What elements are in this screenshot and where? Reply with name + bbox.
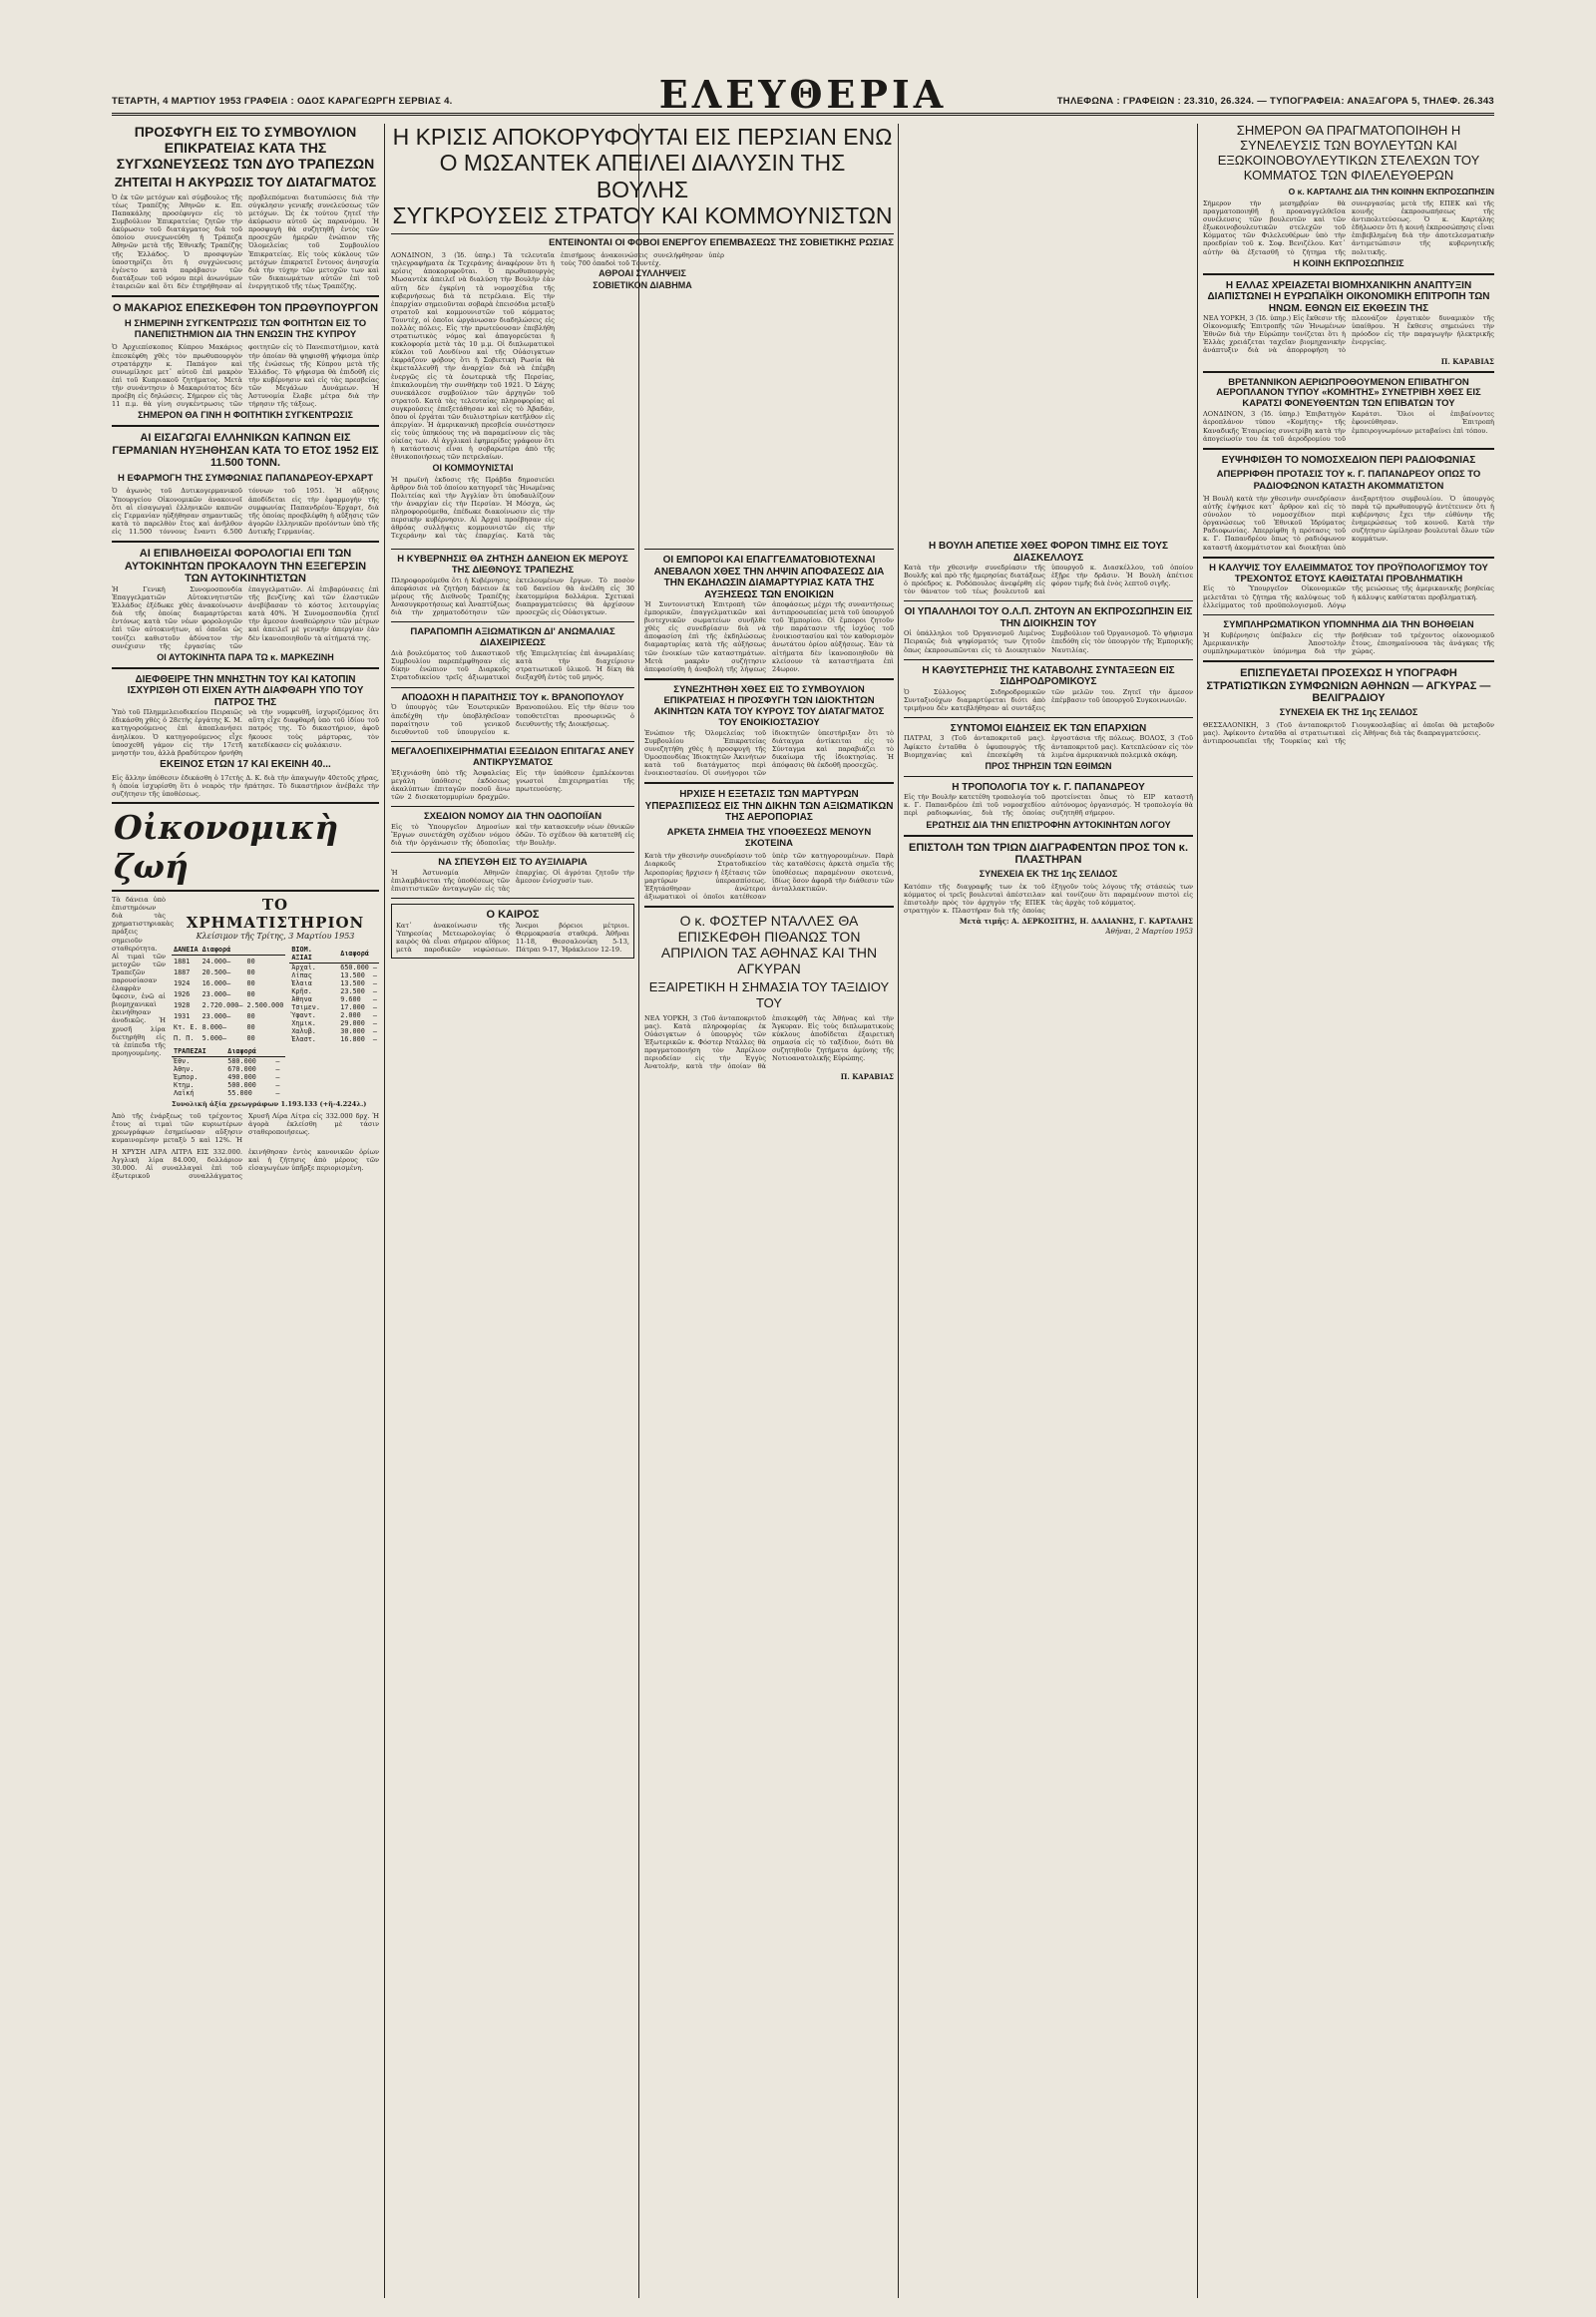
total-value: Συνολικὴ ἀξία χρεωγράφων 1.193.133 (+ἢ-4.224λ.) xyxy=(172,1100,367,1109)
table-cell: 30.000 xyxy=(340,1027,365,1036)
article-body: Σήμερον τὴν μεσημβρίαν θὰ πραγματοποιηθῆ ἡ προαναγγελθεῖσα συνέλευσις τῶν βουλευτῶν καὶ τῶν ἐξωκοινοβουλευτικῶν στελεχῶν τοῦ Κόμματος τῶν Φιλελευθέρων ὑπὸ τὴν προεδρίαν τοῦ κ. Σοφ. Βενιζέλου. Κατ᾽ αὐτὴν θὰ ἐξετασθῆ τὸ ζήτημα τῆς συνεργασίας μετὰ τῆς ΕΠΕΚ καὶ τῆς κοινῆς ἐκπροσωπήσεως τῆς ἀντιπολιτεύσεως. Ὁ κ. Καρτάλης ἐδήλωσεν ὅτι ἡ κοινὴ ἐκπροσώπησις εἶναι ἐπιβεβλημένη διὰ τὴν ἀποτελεσματικὴν ἀντιμετώπισιν τῆς κυβερνητικῆς πολιτικῆς. xyxy=(1203,198,1494,256)
table-cell: — xyxy=(372,1011,377,1020)
headline: ΣΧΕΔΙΟΝ ΝΟΜΟΥ ΔΙΑ ΤΗΝ ΟΔΟΠΟΙΪΑΝ xyxy=(423,811,602,823)
article-air-force-trial xyxy=(644,789,894,901)
article-body: Ἡ Συντονιστικὴ Ἐπιτροπὴ τῶν ἐμπορικῶν, ἐπαγγελματικῶν καὶ βιοτεχνικῶν σωματείων συνῆλθε χθὲς εἰς συνεδρίασιν διὰ νὰ ἀποφασίση ἐπὶ τῆς ἐκδηλώσεως διαμαρτυρίας κατὰ τῆς αὐξήσεως τῶν ἐνοικίων τῶν καταστημάτων. Μετὰ μακρὰν συζήτησιν ἀπεφασίσθη ἡ ἀναβολὴ τῆς λήψεως ἀποφάσεως μέχρι τῆς συναντήσεως ἀντιπροσωπείας μετὰ τοῦ ὑπουργοῦ τοῦ Ἐμπορίου. Οἱ ἔμποροι ζητοῦν τὴν παράτασιν τῆς ἰσχύος τοῦ ἐνοικιοστασίου καὶ τὸν καθορισμὸν ἀνωτάτου ὁρίου αὐξήσεως. Ἐὰν τὰ αἰτήματα δὲν ἱκανοποιηθοῦν θὰ κλείσουν τὰ καταστήματα ἐπὶ 24ωρον. xyxy=(644,600,894,673)
article-dulles xyxy=(644,913,894,1081)
table-cell: 00 xyxy=(246,989,255,998)
byline: Π. ΚΑΡΑΒΙΑΣ xyxy=(1440,356,1494,366)
lead-headline-2: Ο ΜΩΣΑΝΤΕΚ ΑΠΕΙΛΕΙ ΔΙΑΛΥΣΙΝ ΤΗΣ ΒΟΥΛΗΣ xyxy=(439,150,846,202)
article-provinces xyxy=(904,723,1193,771)
table-cell: 1924 xyxy=(174,978,191,987)
table-cell: Ἀρχαὶ. xyxy=(291,964,316,972)
headline: ΑΠΟΔΟΧΗ Η ΠΑΡΑΙΤΗΣΙΣ ΤΟΥ κ. ΒΡΑΝΟΠΟΥΛΟΥ xyxy=(401,691,624,703)
article-merchants xyxy=(644,555,894,673)
headline: ΣΥΜΠΛΗΡΩΜΑΤΙΚΟΝ ΥΠΟΜΝΗΜΑ ΔΙΑ ΤΗΝ ΒΟΗΘΕΙΑΝ xyxy=(1223,618,1474,630)
subheadline: ΑΠΕΡΡΙΦΘΗ ΠΡΟΤΑΣΙΣ ΤΟΥ κ. Γ. ΠΑΠΑΝΔΡΕΟΥ ΟΠΩΣ ΤΟ ΡΑΔΙΟΦΩΝΟΝ ΚΑΤΑΣΤΗ ΑΚΟΜΜΑΤΙΣΤΟΝ xyxy=(1216,469,1481,492)
stock-exchange-date: Κλείσιμον τῆς Τρίτης, 3 Μαρτίου 1953 xyxy=(196,932,355,942)
table-cell: 13.500 xyxy=(340,979,365,988)
article-body: Κατὰ τὴν χθεσινὴν συνεδρίασιν τοῦ Διαρκοῦς Στρατοδικείου Ἀεροπορίας ἤρχισεν ἡ ἐξέτασις τῶν μαρτύρων ὑπερασπίσεως. Ἐξητάσθησαν ἀνώτεροι ἀξιωματικοὶ οἱ ὁποῖοι κατέθεσαν ὑπὲρ τῶν κατηγορουμένων. Παρὰ τὰς καταθέσεις ἀρκετὰ σημεῖα τῆς ὑποθέσεως παραμένουν σκοτεινά, ἰδίως ὅσον ἀφορᾶ τὴν διάθεσιν τῶν ἀνταλλακτικῶν. xyxy=(644,852,894,901)
table-cell: 29.000 xyxy=(340,1019,365,1028)
stock-exchange-title: ΤΟ ΧΡΗΜΑΤΙΣΤΗΡΙΟΝ xyxy=(186,896,365,933)
table-row xyxy=(172,956,285,967)
table-cell: 1887 xyxy=(174,967,191,976)
table-row xyxy=(289,1003,379,1011)
continuation-note: ΣΥΝΕΧΕΙΑ ΕΚ ΤΗΣ 1ης ΣΕΛΙΔΟΣ xyxy=(979,868,1118,879)
economy-body: Ἀπὸ τῆς ἐνάρξεως τοῦ τρέχοντος ἔτους αἱ τιμαὶ τῶν κυριωτέρων χρεωγράφων ἐσημείωσαν αὔξησιν κυμαινομένην μεταξὺ 5 καὶ 12%. Ἡ Χρυσῆ Λίρα Λίτρα εἰς 332.000 δρχ. Ἡ ἀγορὰ ἐκλείσθη μὲ τάσιν σταθεροποιήσεως. xyxy=(112,1112,379,1145)
headline: ΑΙ ΕΙΣΑΓΩΓΑΙ ΕΛΛΗΝΙΚΩΝ ΚΑΠΝΩΝ ΕΙΣ ΓΕΡΜΑΝΙΑΝ ΗΥΞΗΘΗΣΑΝ ΚΑΤΑ ΤΟ ΕΤΟΣ 1952 ΕΙΣ 11.500 ΤΟΝΝ. xyxy=(112,432,379,470)
table-row xyxy=(289,1027,379,1035)
article-body: ΛΟΝΔΙΝΟΝ, 3 (Ἰδ. ὑπηρ.) Ἐπιβατηγὸν ἀεροπλάνον τύπου «Κομήτης» τῆς Καναδικῆς Ἑταιρείας συνετρίβη κατὰ τὴν ἀπογείωσίν του ἐκ τοῦ ἀεροδρομίου τοῦ Καράτσι. Ὅλοι οἱ ἐπιβαίνοντες ἐφονεύθησαν. Ἐπιτροπὴ ἐμπειρογνωμόνων μεταβαίνει ἐπὶ τόπου. xyxy=(1203,410,1494,443)
article-cheques xyxy=(391,747,634,801)
lead-subheadline: ΕΝΤΕΙΝΟΝΤΑΙ ΟΙ ΦΟΒΟΙ ΕΝΕΡΓΟΥ ΕΠΕΜΒΑΣΕΩΣ ΤΗΣ ΣΟΒΙΕΤΙΚΗΣ ΡΩΣΙΑΣ xyxy=(549,236,894,248)
table-cell: 1926 xyxy=(174,989,191,998)
article-body: Ὁ ἀγωνὸς τοῦ Δυτικογερμανικοῦ Ὑπουργείου Οἰκονομικῶν ἀνακοινοῖ ὅτι αἱ εἰσαγωγαὶ ἑλληνικῶν καπνῶν εἰς Γερμανίαν ηὐξήθησαν σημαντικῶς κατὰ τὸ παρελθὸν ἔτος καὶ ἀνῆλθον εἰς 11.500 τόννους ἔναντι 6.500 τόννων τοῦ 1951. Ἡ αὔξησις ἀποδίδεται εἰς τὴν ἐφαρμογὴν τῆς συμφωνίας Παπανδρέου-Ἔρχαρτ, διὰ τῆς ὁποίας προεβλέφθη ἡ αὔξησις τῶν ἀγορῶν ἑλληνικῶν προϊόντων ὑπὸ τῆς Δυτικῆς Γερμανίας. xyxy=(112,487,379,536)
table-cell: 670.000 xyxy=(227,1065,256,1074)
section-subhead: ΑΘΡΟΑΙ ΣΥΛΛΗΨΕΙΣ xyxy=(598,268,686,279)
table-row xyxy=(289,987,379,995)
letter-signatories: Μετὰ τιμῆς: Α. ΔΕΡΚΟΣΙΤΗΣ, Η. ΔΑΛΙΑΝΗΣ, Γ. ΚΑΡΤΑΛΗΣ xyxy=(959,917,1193,927)
article-body: Ἐξιχνιάσθη ὑπὸ τῆς Ἀσφαλείας μεγάλη ὑπόθεσις ἐκδόσεως ἀκαλύπτων ἐπιταγῶν ποσοῦ ἄνω τῶν 2 δισεκατομμυρίων δραχμῶν. Εἰς τὴν ὑπόθεσιν ἐμπλέκονται γνωστοὶ ἐπιχειρηματίαι τῆς πρωτευούσης. xyxy=(391,768,634,801)
masthead-date-address: ΤΕΤΑΡΤΗ, 4 ΜΑΡΤΙΟΥ 1953 ΓΡΑΦΕΙΑ : ΟΔΟΣ ΚΑΡΑΓΕΩΡΓΗ ΣΕΡΒΙΑΣ 4. xyxy=(112,96,453,107)
table-cell: 490.000 xyxy=(227,1073,256,1082)
table-cell: 1931 xyxy=(174,1011,191,1020)
table-cell: Κτημ. xyxy=(174,1081,195,1090)
headline: Ο ΜΑΚΑΡΙΟΣ ΕΠΕΣΚΕΦΘΗ ΤΟΝ ΠΡΩΘΥΠΟΥΡΓΟΝ xyxy=(112,302,379,314)
headline: ΟΙ ΥΠΑΛΛΗΛΟΙ ΤΟΥ Ο.Λ.Π. ΖΗΤΟΥΝ ΑΝ ΕΚΠΡΟΣΩΠΗΣΙΝ ΕΙΣ ΤΗΝ ΔΙΟΙΚΗΣΙΝ ΤΟΥ xyxy=(904,606,1193,629)
article-body: Οἱ ὑπάλληλοι τοῦ Ὀργανισμοῦ Λιμένος Πειραιῶς διὰ ψηφίσματός των ζητοῦν ὅπως ἐκπροσωπῶνται εἰς τὸ Διοικητικὸν Συμβούλιον τοῦ Ὀργανισμοῦ. Τὸ ψήφισμα ἐπεδόθη εἰς τὸν ὑπουργὸν τῆς Ἐμπορικῆς Ναυτιλίας. xyxy=(904,629,1193,654)
table-cell: 2.500.000 xyxy=(246,1000,284,1009)
article-officers xyxy=(391,627,634,681)
table-cell: 500.000 xyxy=(227,1081,256,1090)
column-fourth xyxy=(904,124,1193,2308)
lead-body-text: ΛΟΝΔΙΝΟΝ, 3 (Ἰδ. ὑπηρ.) Τὰ τελευταῖα τηλεγραφήματα ἐκ Τεχεράνης ἀναφέρουν ὅτι ἡ κρίσις ἀποκορυφοῦται. Ὁ πρωθυπουργὸς Μωσαντὲκ ἀπειλεῖ νὰ διαλύση τὴν Βουλὴν ἐὰν αὕτη δὲν ἐγκρίνη τὰ νομοσχέδια τῆς κυβερνήσεως διὰ τὰ πετρέλαια. Εἰς τὴν ἐπαρχίαν σημειοῦνται σοβαρὰ ἐπεισόδια μεταξὺ στρατοῦ καὶ κομμουνιστῶν τοῦ κόμματος Τουντέχ, οἱ ὁποῖοι ὠργάνωσαν διαδηλώσεις εἰς πολλὰς πόλεις. Εἰς τὴν πρωτεύουσαν ἐπεβλήθη στρατιωτικὸς νόμος καὶ ἀπαγορεύεται ἡ κυκλοφορία μετὰ τὰς 10 μ.μ. Οἱ διπλωματικοὶ κύκλοι τοῦ Λονδίνου καὶ τῆς Οὐάσιγκτων ἐκφράζουν φόβους ὅτι ἡ Σοβιετικὴ Ρωσία θὰ ἐκμεταλλευθῆ τὴν ἀναρχίαν διὰ νὰ ἐπέμβη ἐνεργῶς εἰς τὰ ἐσωτερικὰ τῆς Περσίας, ἐπικαλουμένη τὴν συνθήκην τοῦ 1921. Ὁ Σάχης συνεκάλεσε συμβούλιον τῶν ἀρχηγῶν τοῦ στρατοῦ. Κατὰ τὰς τελευταίας πληροφορίας αἱ συγκρούσεις ἐπεξετάθησαν καὶ εἰς τὸ Ἀβαδάν, ὅπου οἱ ἐργάται τῶν διυλιστηρίων κατῆλθον εἰς ἀπεργίαν. Ἡ ἀμερικανικὴ πρεσβεία συνέστησεν εἰς τοὺς ὑπηκόους της νὰ παραμείνουν εἰς τὰς οἰκίας των. Αἱ ἀγγλικαὶ ἐφημερίδες γράφουν ὅτι ἡ κατάστασις εἶναι ἡ σοβαρωτέρα ἀπὸ τῆς ἐθνικοποιήσεως τῶν πετρελαίων. xyxy=(391,251,555,462)
headline: ΑΙ ΕΠΙΒΛΗΘΕΙΣΑΙ ΦΟΡΟΛΟΓΙΑΙ ΕΠΙ ΤΩΝ ΑΥΤΟΚΙΝΗΤΩΝ ΠΡΟΚΑΛΟΥΝ ΤΗΝ ΕΞΕΓΕΡΣΙΝ ΤΩΝ ΑΥΤΟΚΙΝΗΤΙΣΤΩΝ xyxy=(124,548,367,585)
table-cell: 650.000 xyxy=(340,964,369,972)
table-row xyxy=(172,1021,285,1032)
table-cell: 00 xyxy=(246,967,255,976)
table-cell: 13.500 xyxy=(340,971,365,980)
headline: ΕΠΙΣΠΕΥΔΕΤΑΙ ΠΡΟΣΕΧΩΣ Η ΥΠΟΓΡΑΦΗ ΣΤΡΑΤΙΩΤΙΚΩΝ ΣΥΜΦΩΝΙΩΝ ΑΘΗΝΩΝ — ΑΓΚΥΡΑΣ — ΒΕΛΙΓΡΑΔΙΟΥ xyxy=(1206,666,1491,705)
article-letter xyxy=(904,842,1193,937)
lead-story xyxy=(391,124,894,541)
table-cell: Χημικ. xyxy=(291,1019,316,1028)
table-cell: Λαϊκή xyxy=(174,1089,195,1098)
table-row xyxy=(289,1011,379,1019)
table-cell: — xyxy=(275,1057,280,1066)
article-rent-appeal xyxy=(644,685,894,777)
headline: ΟΙ ΕΜΠΟΡΟΙ ΚΑΙ ΕΠΑΓΓΕΛΜΑΤΟΒΙΟΤΕΧΝΑΙ ΑΝΕΒΑΛΟΝ ΧΘΕΣ ΤΗΝ ΛΗΨΙΝ ΑΠΟΦΑΣΕΩΣ ΔΙΑ ΤΗΝ ΕΚΔΗΛΩΣΙΝ ΔΙΑΜΑΡΤΥΡΙΑΣ ΚΑΤΑ ΤΗΣ ΑΥΞΗΣΕΩΣ ΤΩΝ ΕΝΟΙΚΙΩΝ xyxy=(653,555,885,600)
table-row xyxy=(172,1081,285,1089)
industrial-table xyxy=(289,945,379,1043)
headline: Η ΕΛΛΑΣ ΧΡΕΙΑΖΕΤΑΙ ΒΙΟΜΗΧΑΝΙΚΗΝ ΑΝΑΠΤΥΞΙΝ ΔΙΑΠΙΣΤΩΝΕΙ Η ΕΥΡΩΠΑΪΚΗ ΟΙΚΟΝΟΜΙΚΗ ΕΠΙΤΡΟΠΗ ΤΩΝ ΗΝΩΜ. ΕΘΝΩΝ ΕΙΣ ΕΚΘΕΣΙΝ ΤΗΣ xyxy=(1207,279,1490,314)
article-aid-memo xyxy=(1203,620,1494,655)
headline: Η ΚΑΘΥΣΤΕΡΗΣΙΣ ΤΗΣ ΚΑΤΑΒΟΛΗΣ ΣΥΝΤΑΞΕΩΝ ΕΙΣ ΣΙΔΗΡΟΔΡΟΜΙΚΟΥΣ xyxy=(922,664,1175,688)
headline: ΒΡΕΤΑΝΝΙΚΟΝ ΑΕΡΙΩΠΡΟΘΟΥΜΕΝΟΝ ΕΠΙΒΑΤΗΓΟΝ ΑΕΡΟΠΛΑΝΟΝ ΤΥΠΟΥ «ΚΟΜΗΤΗΣ» ΣΥΝΕΤΡΙΒΗ ΧΘΕΣ ΕΙΣ ΚΑΡΑΤΣΙ ΦΟΝΕΥΘΕΝΤΩΝ ΤΩΝ ΕΠΙΒΑΤΩΝ ΤΟΥ xyxy=(1216,376,1481,410)
section-subhead: ΣΗΜΕΡΟΝ ΘΑ ΓΙΝΗ Η ΦΟΙΤΗΤΙΚΗ ΣΥΓΚΕΝΤΡΩΣΙΣ xyxy=(138,410,353,421)
headline: ΣΥΝΕΖΗΤΗΘΗ ΧΘΕΣ ΕΙΣ ΤΟ ΣΥΜΒΟΥΛΙΟΝ ΕΠΙΚΡΑΤΕΙΑΣ Η ΠΡΟΣΦΥΓΗ ΤΩΝ ΙΔΙΟΚΤΗΤΩΝ ΑΚΙΝΗΤΩΝ ΚΑΤΑ ΤΟΥ ΚΥΡΟΥΣ ΤΟΥ ΔΙΑΤΑΓΜΑΤΟΣ ΤΟΥ ΕΝΟΙΚΙΟΣΤΑΣΙΟΥ xyxy=(653,683,885,728)
headline: Η ΚΥΒΕΡΝΗΣΙΣ ΘΑ ΖΗΤΗΣΗ ΔΑΝΕΙΟΝ ΕΚ ΜΕΡΟΥΣ ΤΗΣ ΔΙΕΘΝΟΥΣ ΤΡΑΠΕΖΗΣ xyxy=(397,554,628,576)
article-body: Ὑπὸ τοῦ Πλημμελειοδικείου Πειραιῶς ἐδικάσθη χθὲς ὁ 28ετὴς ἐργάτης Κ. Μ. κατηγορούμενος ἐπὶ ἀποπλανήσει ἀνηλίκου. Ὁ κατηγορούμενος εἶχε ὑποσχεθῆ γάμον εἰς τὴν 17ετῆ μνηστήν του, ἀλλὰ βραδύτερον ἠρνήθη νὰ τὴν νυμφευθῆ, ἰσχυριζόμενος ὅτι αὕτη εἶχε διαφθαρῆ ὑπὸ τοῦ ἰδίου τοῦ πατρός της. Τὸ δικαστήριον, ἀφοῦ ἤκουσε τοὺς μάρτυρας, τὸν κατεδίκασεν εἰς φυλάκισιν. xyxy=(112,708,379,757)
table-row xyxy=(289,995,379,1003)
section-subhead: ΣΟΒΙΕΤΙΚΟΝ ΔΙΑΒΗΜΑ xyxy=(593,280,692,291)
table-row xyxy=(172,1089,285,1097)
table-cell: — xyxy=(372,1035,377,1044)
economy-body: Η ΧΡΥΣΗ ΛΙΡΑ ΛΙΤΡΑ ΕΙΣ 332.000. Ἀγγλικὴ λίρα 84.000, δολλάριον 30.000. Αἱ συναλλαγαὶ ἐπὶ τοῦ ἐξωτερικοῦ συναλλάγματος ἐκινήθησαν ἐντὸς κανονικῶν ὁρίων καὶ ἡ ζήτησις ἀπὸ μέρους τῶν εἰσαγωγέων ὑπῆρξε περιορισμένη. xyxy=(112,1147,379,1180)
headline: Η ΚΑΛΥΨΙΣ ΤΟΥ ΕΛΛΕΙΜΜΑΤΟΣ ΤΟΥ ΠΡΟΫΠΟΛΟΓΙΣΜΟΥ ΤΟΥ ΤΡΕΧΟΝΤΟΣ ΕΤΟΥΣ ΚΑΘΙΣΤΑΤΑΙ ΠΡΟΒΛΗΜΑΤΙΚΗ xyxy=(1209,562,1488,584)
table-cell: Ἀθην. xyxy=(174,1065,195,1074)
article-pensions xyxy=(904,665,1193,712)
table-row xyxy=(172,1073,285,1081)
economy-section-title: Οἰκονομικὴ ζωή xyxy=(112,802,379,892)
table-cell: Ὑφαντ. xyxy=(291,1011,316,1020)
article-body: Ἡ Βουλὴ κατὰ τὴν χθεσινὴν συνεδρίασιν αὐτῆς ἐψήφισε κατ᾽ ἄρθρον καὶ εἰς τὸ σύνολον τὸ νομοσχέδιον περὶ ὀργανώσεως τοῦ Ἐθνικοῦ Ἱδρύματος Ραδιοφωνίας. Ἀπερρίφθη ἡ πρότασις τοῦ κ. Γ. Παπανδρέου ὅπως τὸ ραδιόφωνον καταστῆ ἀκομμάτιστον καὶ διοικῆται ὑπὸ ἀνεξαρτήτου συμβουλίου. Ὁ ὑπουργὸς παρὰ τῷ πρωθυπουργῷ ἀντέτεινεν ὅτι ἡ κυβέρνησις ἔχει τὴν εὐθύνην τῆς ἐνημερώσεως τοῦ κοινοῦ. Κατὰ τὴν συζήτησιν ὡμίλησαν βουλευταὶ ὅλων τῶν κομμάτων. xyxy=(1203,494,1494,552)
table-row xyxy=(289,971,379,979)
headline: ΗΡΧΙΣΕ Η ΕΞΕΤΑΣΙΣ ΤΩΝ ΜΑΡΤΥΡΩΝ ΥΠΕΡΑΣΠΙΣΕΩΣ ΕΙΣ ΤΗΝ ΔΙΚΗΝ ΤΩΝ ΑΞΙΩΜΑΤΙΚΩΝ ΤΗΣ ΑΕΡΟΠΟΡΙΑΣ xyxy=(644,789,894,824)
table-cell: 16.000— xyxy=(201,978,231,987)
article-body: Ὁ Σύλλογος Σιδηροδρομικῶν Συνταξιούχων διαμαρτύρεται διότι ἀπὸ τριμήνου δὲν κατεβλήθησαν αἱ συντάξεις τῶν μελῶν του. Ζητεῖ τὴν ἄμεσον ἐπέμβασιν τοῦ ὑπουργοῦ Συγκοινωνιῶν. xyxy=(904,687,1193,712)
table-cell: Ἑλαια xyxy=(291,979,312,988)
table-cell: 55.000 xyxy=(227,1089,252,1098)
article-roads xyxy=(391,812,634,847)
subheadline: ΕΞΑΙΡΕΤΙΚΗ Η ΣΗΜΑΣΙΑ ΤΟΥ ΤΑΞΙΔΙΟΥ ΤΟΥ xyxy=(648,979,890,1010)
section-subhead: Η ΚΟΙΝΗ ΕΚΠΡΟΣΩΠΗΣΙΣ xyxy=(1293,257,1404,268)
table-cell: 8.000— xyxy=(201,1022,227,1031)
table-row xyxy=(289,1035,379,1043)
article-budget-deficit xyxy=(1203,564,1494,609)
table-cell: Κτ. Ε. xyxy=(174,1022,199,1031)
article-body: ΝΕΑ ΥΟΡΚΗ, 3 (Ἰδ. ὑπηρ.) Εἰς ἔκθεσιν τῆς Οἰκονομικῆς Ἐπιτροπῆς τῶν Ἡνωμένων Ἐθνῶν διὰ τὴν Εὐρώπην τονίζεται ὅτι ἡ Ἑλλὰς χρειάζεται ταχεῖαν βιομηχανικὴν ἀνάπτυξιν διὰ νὰ ἀπορροφήση τὸ πλεονάζον ἐργατικὸν δυναμικὸν τῆς ὑπαίθρου. Ἡ ἔκθεσις σημειώνει τὴν πρόοδον εἰς τὴν παραγωγὴν ἠλεκτρικῆς ἐνεργείας. xyxy=(1203,314,1494,355)
article-tobacco xyxy=(112,432,379,536)
article-makarios xyxy=(112,302,379,420)
article-court xyxy=(112,674,379,798)
table-cell: Τσιμεν. xyxy=(291,1003,320,1012)
article-industrial-development xyxy=(1203,280,1494,366)
table-header: ΤΡΑΠΕΖΑΙ xyxy=(172,1046,225,1057)
table-cell: 16.800 xyxy=(340,1035,365,1044)
table-header: ΔΑΝΕΙΑ xyxy=(174,946,199,955)
article-body: Ὁ ὑπουργὸς τῶν Ἐσωτερικῶν ἀπεδέχθη τὴν ὑποβληθεῖσαν παραίτησιν τοῦ γενικοῦ διευθυντοῦ τοῦ ὑπουργείου κ. Βρανοπούλου. Εἰς τὴν θέσιν του τοποθετεῖται προσωρινῶς ὁ διευθυντὴς τῆς Διοικήσεως. xyxy=(391,703,634,736)
section-subhead: ΠΡΟΣ ΤΗΡΗΣΙΝ ΤΩΝ ΕΘΙΜΩΝ xyxy=(985,760,1112,771)
article-car-taxes xyxy=(112,548,379,662)
masthead-phones: ΤΗΛΕΦΩΝΑ : ΓΡΑΦΕΙΩΝ : 23.310, 26.324. — ΤΥΠΟΓΡΑΦΕΙΑ: ΑΝΑΞΑΓΟΡΑ 5, ΤΗΛΕΦ. 26.343 xyxy=(1056,96,1494,107)
table-cell: Ἐμπορ. xyxy=(174,1073,199,1082)
headline: ΔΙΕΦΘΕΙΡΕ ΤΗΝ ΜΝΗΣΤΗΝ ΤΟΥ ΚΑΙ ΚΑΤΟΠΙΝ ΙΣΧΥΡΙΣΘΗ ΟΤΙ ΕΙΧΕΝ ΑΥΤΗ ΔΙΑΦΘΑΡΗ ΥΠΟ ΤΟΥ ΠΑΤΡΟΣ ΤΗΣ xyxy=(127,673,364,708)
table-cell: 9.600 xyxy=(340,995,361,1004)
headline: Η ΤΡΟΠΟΛΟΓΙΑ ΤΟΥ κ. Γ. ΠΑΠΑΝΔΡΕΟΥ xyxy=(952,781,1145,793)
section-subhead: ΕΚΕΙΝΟΣ ΕΤΩΝ 17 ΚΑΙ ΕΚΕΙΝΗ 40... xyxy=(160,758,331,770)
column-rule xyxy=(384,124,385,2298)
table-cell: 23.500 xyxy=(340,987,365,996)
table-cell: Ἐθν. xyxy=(174,1057,191,1066)
table-cell: 2.720.000— xyxy=(201,1000,243,1009)
article-body: Διὰ βουλεύματος τοῦ Δικαστικοῦ Συμβουλίου παρεπέμφθησαν εἰς δίκην ἐνώπιον τοῦ Διαρκοῦς Στρατοδικείου τρεῖς ἀξιωματικοὶ τῆς Ἐπιμελητείας ἐπὶ ἀνωμαλίαις κατὰ τὴν διαχείρισιν στρατιωτικοῦ ὑλικοῦ. Ἡ δίκη θὰ διεξαχθῆ ἐντὸς τοῦ μηνός. xyxy=(391,649,634,682)
article-body: Κατ᾽ ἀνακοίνωσιν τῆς Ὑπηρεσίας Μετεωρολογίας ὁ καιρὸς θὰ εἶναι σήμερον αἴθριος μετὰ παροδικῶν νεφώσεων. Ἄνεμοι βόρειοι μέτριοι. Θερμοκρασία σταθερά. Ἀθῆναι 11-18, Θεσσαλονίκη 5-13, Πάτραι 9-17, Ἡράκλειον 12-19. xyxy=(396,922,629,955)
article-body: Εἰς τὴν Βουλὴν κατετέθη τροπολογία τοῦ κ. Γ. Παπανδρέου ἐπὶ τοῦ νομοσχεδίου περὶ ραδιοφωνίας, διὰ τῆς ὁποίας προτείνεται ὅπως τὸ ΕΙΡ καταστῆ αὐτόνομος ὀργανισμός. Ἡ τροπολογία θὰ συζητηθῆ σήμερον. xyxy=(904,793,1193,818)
table-cell: Λίπας xyxy=(291,971,312,980)
continuation-note: ΣΥΝΕΧΕΙΑ ΕΚ ΤΗΣ 1ης ΣΕΛΙΔΟΣ xyxy=(1279,706,1418,717)
article-body: Κατὰ τὴν χθεσινὴν συνεδρίασιν τῆς Βουλῆς καὶ πρὸ τῆς ἡμερησίας διατάξεως ὁ πρόεδρος κ. Ροδόπουλος ἀνεφέρθη εἰς τὸν θάνατον τοῦ τέως βουλευτοῦ καὶ ὑπουργοῦ κ. Διασκέλλου, τοῦ ὁποίου ἐξῇρε τὴν δρᾶσιν. Ἡ Βουλὴ ἀπέτισε φόρον τιμῆς διὰ ἐνὸς λεπτοῦ σιγῆς. xyxy=(904,564,1193,596)
article-body: Ἡ Γενικὴ Συνομοσπονδία Ἐπαγγελματιῶν Αὐτοκινητιστῶν Ἑλλάδος ἐξέδωκε χθὲς ἀνακοίνωσιν διὰ τῆς ὁποίας διαμαρτύρεται ἐντόνως κατὰ τῶν νέων φορολογιῶν ἐπὶ τῶν αὐτοκινήτων, αἱ ὁποῖαι ὡς τονίζει καθιστοῦν ἀδύνατον τὴν συνέχισιν τῆς ἐργασίας τῶν ἐπαγγελματιῶν. Αἱ ἐπιβαρύνσεις ἐπὶ τῆς βενζίνης καὶ τῶν ἐλαστικῶν ἀνεβίβασαν τὸ κόστος λειτουργίας κατὰ 40%. Ἡ Συνομοσπονδία ζητεῖ τὴν ἄμεσον ἀναθεώρησιν τῶν μέτρων καὶ ἀπειλεῖ μὲ γενικὴν ἀπεργίαν ἐὰν δὲν ἱκανοποιηθοῦν τὰ αἰτήματά της. xyxy=(112,584,379,650)
table-cell: Κρῆσ. xyxy=(291,987,312,996)
table-cell: Χαλυβ. xyxy=(291,1027,316,1036)
column-third xyxy=(644,544,894,2309)
headline: Η ΒΟΥΛΗ ΑΠΕΤΙΣΕ ΧΘΕΣ ΦΟΡΟΝ ΤΙΜΗΣ ΕΙΣ ΤΟΥΣ ΔΙΑΣΚΕΛΛΟΥΣ xyxy=(928,541,1169,564)
article-body: Εἰς ἄλλην ὑπόθεσιν ἐδικάσθη ὁ 17ετὴς Δ. Κ. διὰ τὴν ἀπαγωγὴν 40ετοῦς χήρας, ἡ ὁποία ἰσχυρίσθη ὅτι ὁ νεαρὸς τὴν ἠπάτησε. Τὸ δικαστήριον ἀνέβαλε τὴν συζήτησιν τῆς ὑποθέσεως. xyxy=(112,773,379,798)
article-body: Ἡ Κυβέρνησις ὑπέβαλεν εἰς τὴν Ἀμερικανικὴν Ἀποστολὴν συμπληρωματικὸν ὑπόμνημα διὰ τὴν βοήθειαν τοῦ τρέχοντος οἰκονομικοῦ ἔτους, ἐπισημαίνουσα τὰς ἀνάγκας τῆς χώρας. xyxy=(1203,630,1494,655)
letter-date: Ἀθῆναι, 2 Μαρτίου 1953 xyxy=(1105,928,1193,937)
table-row xyxy=(172,966,285,977)
table-cell: — xyxy=(275,1081,280,1090)
table-row xyxy=(172,1057,285,1066)
table-cell: 24.000— xyxy=(201,957,231,965)
column-second xyxy=(391,544,634,2309)
section-subhead: ΟΙ ΚΟΜΜΟΥΝΙΣΤΑΙ xyxy=(432,462,514,473)
table-cell: 00 xyxy=(246,1033,255,1042)
table-cell: Ἀθηνα xyxy=(291,995,312,1004)
table-row xyxy=(172,999,285,1010)
article-body: Πληροφορούμεθα ὅτι ἡ Κυβέρνησις ἀπεφάσισε νὰ ζητήση δάνειον ἐκ μέρους τῆς Διεθνοῦς Τραπέζης Ἀνασυγκροτήσεως καὶ Ἀναπτύξεως διὰ τὴν χρηματοδότησιν τῶν ἐκτελουμένων ἔργων. Τὸ ποσὸν τοῦ δανείου θὰ ἀνέλθη εἰς 30 ἑκατομμύρια δολλάρια. Σχετικαὶ διαπραγματεύσεις θὰ ἀρχίσουν προσεχῶς εἰς Οὐάσιγκτων. xyxy=(391,576,634,617)
table-cell: 17.000 xyxy=(340,1003,365,1012)
subheadline: ΑΡΚΕΤΑ ΣΗΜΕΙΑ ΤΗΣ ΥΠΟΘΕΣΕΩΣ ΜΕΝΟΥΝ ΣΚΟΤΕΙΝΑ xyxy=(666,826,872,849)
subheadline: Ο κ. ΚΑΡΤΑΛΗΣ ΔΙΑ ΤΗΝ ΚΟΙΝΗΝ ΕΚΠΡΟΣΩΠΗΣΙΝ xyxy=(1288,186,1494,196)
section-subhead: ΟΙ ΑΥΤΟΚΙΝΗΤΑ ΠΑΡΑ ΤΩ κ. ΜΑΡΚΕΖΙΝΗ xyxy=(157,651,334,662)
headline: ΕΠΙΣΤΟΛΗ ΤΩΝ ΤΡΙΩΝ ΔΙΑΓΡΑΦΕΝΤΩΝ ΠΡΟΣ ΤΟΝ κ. ΠΛΑΣΤΗΡΑΝ xyxy=(908,841,1189,867)
table-cell: 1881 xyxy=(174,957,191,965)
article-body: Ἡ Ἀστυνομία Ἀθηνῶν ἐπιλαμβάνεται τῆς ὑποθέσεως τῶν ἐπισιτιστικῶν ἀνταγωγῶν εἰς τὰς ἐπαρχίας. Οἱ ἀγρόται ζητοῦν τὴν ἄμεσον ἐνίσχυσίν των. xyxy=(391,869,634,894)
article-liberals-assembly xyxy=(1203,124,1494,268)
table-cell: — xyxy=(372,979,377,988)
article-comet-crash xyxy=(1203,378,1494,443)
headline: ΣΥΝΤΟΜΟΙ ΕΙΔΗΣΕΙΣ ΕΚ ΤΩΝ ΕΠΑΡΧΙΩΝ xyxy=(950,722,1147,734)
article-body: Κατόπιν τῆς διαγραφῆς των ἐκ τοῦ κόμματος οἱ τρεῖς βουλευταὶ ἀπέστειλαν ἐπιστολὴν πρὸς τὸν ἀρχηγὸν τῆς ΕΠΕΚ στρατηγὸν κ. Πλαστήραν διὰ τῆς ὁποίας ἐξηγοῦν τοὺς λόγους τῆς στάσεώς των καὶ τονίζουν ὅτι παραμένουν πιστοὶ εἰς τὰς ἀρχὰς τοῦ κόμματος. xyxy=(904,882,1193,916)
article-resignation xyxy=(391,693,634,736)
lead-headline-3: ΣΥΓΚΡΟΥΣΕΙΣ ΣΤΡΑΤΟΥ ΚΑΙ ΚΟΜΜΟΥΝΙΣΤΩΝ xyxy=(391,202,894,233)
table-cell: — xyxy=(275,1089,280,1098)
column-rule xyxy=(898,124,899,2298)
table-cell: — xyxy=(372,1019,377,1028)
table-header: Διαφορά xyxy=(200,945,286,956)
table-cell: 20.500— xyxy=(201,967,231,976)
stock-exchange xyxy=(172,896,379,1108)
table-cell: — xyxy=(372,987,377,996)
article-bank-merger xyxy=(112,124,379,290)
headline: ΠΑΡΑΠΟΜΠΗ ΑΞΙΩΜΑΤΙΚΩΝ ΔΙ' ΑΝΩΜΑΛΙΑΣ ΔΙΑΧΕΙΡΙΣΕΩΣ xyxy=(410,626,615,649)
table-cell: — xyxy=(275,1073,280,1082)
economy-intro: Τὰ δάνεια ὑπὸ ἐπιστημόνων διὰ τὰς χρηματιστηριακὰς πράξεις σημειοῦν σταθερότητα. Αἱ τιμαὶ τῶν μετοχῶν τῶν Τραπεζῶν παρουσίασαν ἐλαφρὰν ὕφεσιν, ἐνῶ αἱ βιομηχανικαὶ ἐκινήθησαν ἀνοδικῶς. Ἡ χρυσῆ λίρα διετηρήθη εἰς τὰ ἐπίπεδα τῆς προηγουμένης. xyxy=(112,896,175,1057)
table-row xyxy=(172,988,285,999)
column-left xyxy=(112,124,379,2308)
subheadline: Η ΣΗΜΕΡΙΝΗ ΣΥΓΚΕΝΤΡΩΣΙΣ ΤΩΝ ΦΟΙΤΗΤΩΝ ΕΙΣ ΤΟ ΠΑΝΕΠΙΣΤΗΜΙΟΝ ΔΙΑ ΤΗΝ ΕΝΩΣΙΝ ΤΗΣ ΚΥΠΡΟΥ xyxy=(124,317,367,341)
headline: ΕΥΨΗΦΙΣΘΗ ΤΟ ΝΟΜΟΣΧΕΔΙΟΝ ΠΕΡΙ ΡΑΔΙΟΦΩΝΙΑΣ xyxy=(1221,454,1476,466)
column-right xyxy=(1203,124,1494,2308)
article-body: Ἐνώπιον τῆς Ὁλομελείας τοῦ Συμβουλίου Ἐπικρατείας συνεζητήθη χθὲς ἡ προσφυγὴ τῆς Ὁμοσπονδίας Ἰδιοκτητῶν Ἀκινήτων κατὰ τοῦ διατάγματος περὶ ἐνοικιοστασίου. Οἱ συνήγοροι τῶν ἰδιοκτητῶν ὑπεστήριξαν ὅτι τὸ διάταγμα ἀντίκειται εἰς τὸ Σύνταγμα καὶ παραβιάζει τὸ δικαίωμα τῆς ἰδιοκτησίας. Ἡ ἀπόφασις θὰ ἐκδοθῆ προσεχῶς. xyxy=(644,728,894,777)
table-header: Διαφορά xyxy=(338,945,379,964)
column-rule xyxy=(1197,124,1198,2298)
table-cell: Ἐλαστ. xyxy=(291,1035,316,1044)
article-olp xyxy=(904,606,1193,653)
article-military-pacts xyxy=(1203,667,1494,745)
table-cell: — xyxy=(372,1003,377,1012)
table-row xyxy=(172,977,285,988)
newspaper-title: ΕΛΕΥΘΕΡΙΑ xyxy=(658,72,948,117)
headline: ΝΑ ΣΠΕΥΣΘΗ ΕΙΣ ΤΟ ΑΥΞΙΛΙΑΡΙΑ xyxy=(438,857,588,869)
table-cell: 580.000 xyxy=(227,1057,256,1066)
article-body: ΝΕΑ ΥΟΡΚΗ, 3 (Τοῦ ἀνταποκριτοῦ μας). Κατὰ πληροφορίας ἐκ Οὐάσιγκτων ὁ ὑπουργὸς τῶν Ἐξωτερικῶν κ. Φόστερ Ντάλλες θὰ πραγματοποιήση τὸν Ἀπρίλιον περιοδείαν εἰς τὴν Ἐγγὺς Ἀνατολήν, κατὰ τὴν ὁποίαν θὰ ἐπισκεφθῆ τὰς Ἀθήνας καὶ τὴν Ἄγκυραν. Εἰς τοὺς διπλωματικοὺς κύκλους ἀποδίδεται ἐξαιρετικὴ σημασία εἰς τὸ ταξίδιον, διότι θὰ συζητηθοῦν ζητήματα ἀμύνης τῆς Νοτιοανατολικῆς Εὐρώπης. xyxy=(644,1013,894,1071)
table-cell: 00 xyxy=(246,1011,255,1020)
article-body: Ὁ ἐκ τῶν μετόχων καὶ σύμβουλος τῆς τέως Τραπέζης Ἀθηνῶν κ. Επ. Παπακάλης προσέφυγεν εἰς τὸ Συμβούλιον Ἐπικρατείας ζητῶν τὴν ἀκύρωσιν τοῦ διατάγματος διὰ τοῦ ὁποίου συνεχωνεύθη ἡ Τράπεζα Ἀθηνῶν μετὰ τῆς Ἐθνικῆς Τραπέζης τῆς Ἑλλάδος. Ὁ προσφυγὼν ὑποστηρίζει ὅτι ἡ συγχώνευσις ἐγένετο κατὰ παράβασιν τῶν διατάξεων τοῦ νόμου περὶ ἀνωνύμων ἑταιρειῶν καὶ ὅτι δὲν ἐτηρήθησαν αἱ προβλεπόμεναι διατυπώσεις διὰ τὴν σύγκλησιν γενικῆς συνελεύσεως τῶν μετόχων. Ὡς ἐκ τούτου ζητεῖ τὴν ἀκύρωσιν αὐτοῦ ὡς παρανόμου. Ἡ προσφυγὴ θὰ συζητηθῆ ἐντὸς τῶν προσεχῶν ἡμερῶν ἐνώπιον τῆς Ὁλομελείας τοῦ Συμβουλίου Ἐπικρατείας. Εἰς τοὺς κύκλους τῶν μετόχων ἐπικρατεῖ ἔντονος ἀνησυχία διὰ τὴν τύχην τῶν μετοχῶν των καὶ τῶν δικαιωμάτων αὐτῶν ἐπὶ τοῦ ἐνεργητικοῦ τῆς τέως Τραπέζης. xyxy=(112,193,379,290)
table-cell: — xyxy=(372,964,377,972)
article-body: ΘΕΣΣΑΛΟΝΙΚΗ, 3 (Τοῦ ἀνταποκριτοῦ μας). Ἀφίκοντο ἐνταῦθα αἱ στρατιωτικαὶ ἀντιπροσωπεῖαι τῆς Τουρκίας καὶ τῆς Γιουγκοσλαβίας αἱ ὁποῖαι θὰ μεταβοῦν εἰς Ἀθήνας διὰ τὰς διαπραγματεύσεις. xyxy=(1203,720,1494,746)
table-cell: 1928 xyxy=(174,1000,191,1009)
table-cell: 00 xyxy=(246,1022,255,1031)
article-body: Εἰς τὸ Ὑπουργεῖον Οἰκονομικῶν μελετᾶται τὸ ζήτημα τῆς καλύψεως τοῦ ἐλλείμματος τοῦ προϋπολογισμοῦ. Λόγῳ τῆς μειώσεως τῆς ἀμερικανικῆς βοηθείας ἡ κάλυψις καθίσταται προβληματική. xyxy=(1203,584,1494,609)
subheadline: ΖΗΤΕΙΤΑΙ Η ΑΚΥΡΩΣΙΣ ΤΟΥ ΔΙΑΤΑΓΜΑΤΟΣ xyxy=(114,175,377,191)
table-cell: — xyxy=(275,1065,280,1074)
article-body: Ὁ Ἀρχιεπίσκοπος Κύπρου Μακάριος ἐπεσκέφθη χθὲς τὸν πρωθυπουργὸν στρατάρχην κ. Παπάγον καὶ συνωμίλησε μετ᾽ αὐτοῦ ἐπὶ μακρὸν ἐπὶ τοῦ Κυπριακοῦ ζητήματος. Μετὰ τὴν συνάντησιν ὁ Μακαριότατος δὲν προέβη εἰς δηλώσεις. Σήμερον εἰς τὰς 11 π.μ. θὰ γίνη συγκέντρωσις τῶν φοιτητῶν εἰς τὸ Πανεπιστήμιον, κατὰ τὴν ὁποίαν θὰ ψηφισθῆ ψήφισμα ὑπὲρ τῆς ἑνώσεως τῆς Κύπρου μετὰ τῆς Ἑλλάδος. Τὸ ψήφισμα θὰ ἐπιδοθῆ εἰς τὴν κυβέρνησιν καὶ εἰς τὰς πρεσβείας τῶν Μεγάλων Δυνάμεων. Ἡ Ἀστυνομία ἔλαβε μέτρα διὰ τὴν τήρησιν τῆς τάξεως. xyxy=(112,343,379,409)
table-row xyxy=(289,1019,379,1027)
table-cell: — xyxy=(372,995,377,1004)
headline: ΠΡΟΣΦΥΓΗ ΕΙΣ ΤΟ ΣΥΜΒΟΥΛΙΟΝ ΕΠΙΚΡΑΤΕΙΑΣ ΚΑΤΑ ΤΗΣ ΣΥΓΧΩΝΕΥΣΕΩΣ ΤΩΝ ΔΥΟ ΤΡΑΠΕΖΩΝ xyxy=(116,124,375,173)
lead-headline-1: Η ΚΡΙΣΙΣ ΑΠΟΚΟΡΥΦΟΥΤΑΙ ΕΙΣ ΠΕΡΣΙΑΝ ΕΝΩ xyxy=(392,124,893,150)
table-cell: 2.000 xyxy=(340,1011,361,1020)
article-body: ΠΑΤΡΑΙ, 3 (Τοῦ ἀνταποκριτοῦ μας). Ἀφίκετο ἐνταῦθα ὁ ὑφυπουργὸς τῆς Βιομηχανίας καὶ ἐπεσκέφθη τὰ ἐργοστάσια τῆς πόλεως. ΒΟΛΟΣ, 3 (Τοῦ ἀνταποκριτοῦ μας). Κατεπλεύσαν εἰς τὸν λιμένα ἀμερικανικὰ πολεμικὰ σκάφη. xyxy=(904,734,1193,759)
table-cell: — xyxy=(372,971,377,980)
table-row xyxy=(172,1065,285,1073)
table-cell: 00 xyxy=(246,978,255,987)
headline: ΣΗΜΕΡΟΝ ΘΑ ΠΡΑΓΜΑΤΟΠΟΙΗΘΗ Η ΣΥΝΕΛΕΥΣΙΣ ΤΩΝ ΒΟΥΛΕΥΤΩΝ ΚΑΙ ΕΞΩΚΟΙΝΟΒΟΥΛΕΥΤΙΚΩΝ ΣΤΕΛΕΧΩΝ ΤΟΥ ΚΟΜΜΑΤΟΣ ΤΩΝ ΦΙΛΕΛΕΥΘΕΡΩΝ xyxy=(1217,124,1480,183)
table-cell: 5.000— xyxy=(201,1033,227,1042)
section-subhead: ΕΡΩΤΗΣΙΣ ΔΙΑ ΤΗΝ ΕΠΙΣΤΡΟΦΗΝ ΑΥΤΟΚΙΝΗΤΩΝ ΛΟΓΟΥ xyxy=(926,819,1171,830)
loans-table xyxy=(172,945,285,1043)
headline: Ο κ. ΦΟΣΤΕΡ ΝΤΑΛΛΕΣ ΘΑ ΕΠΙΣΚΕΦΘΗ ΠΙΘΑΝΩΣ ΤΟΝ ΑΠΡΙΛΙΟΝ ΤΑΣ ΑΘΗΝΑΣ ΚΑΙ ΤΗΝ ΑΓΚΥΡΑΝ xyxy=(660,912,878,977)
table-cell: — xyxy=(372,1027,377,1036)
article-radio-bill xyxy=(1203,455,1494,552)
subheadline: Η ΕΦΑΡΜΟΓΗ ΤΗΣ ΣΥΜΦΩΝΙΑΣ ΠΑΠΑΝΔΡΕΟΥ-ΕΡΧΑΡΤ xyxy=(117,473,374,485)
table-row xyxy=(172,1032,285,1043)
table-header: Διαφορά xyxy=(225,1046,285,1057)
table-cell: 23.000— xyxy=(201,1011,231,1020)
article-weather xyxy=(391,904,634,959)
table-cell: 00 xyxy=(246,957,255,965)
lead-body-text: Ἡ πρωϊνὴ ἐκδοσις τῆς Πράβδα δημοσιεύει ἄρθρον διὰ τοῦ ὁποίου κατηγορεῖ τὰς Ἡνωμένας Πολιτείας καὶ τὴν Ἀγγλίαν ὅτι ὑποδαυλίζουν τὴν ἀναρχίαν εἰς τὴν Περσίαν. Ἡ Μόσχα, ὡς πληροφορούμεθα, ἐπέδωκε διακοίνωσιν εἰς τὴν περσικὴν κυβέρνησιν. Αἱ Ἀρχαὶ προέβησαν εἰς ἀθρόας συλλήψεις κομμουνιστῶν εἰς τὴν Τεχεράνην καὶ τὰς ἐπαρχίας. Κατὰ τὰς ἐπισήμους ἀνακοινώσεις συνελήφθησαν ὑπὲρ τοὺς 700 ὁπαδοὶ τοῦ Τουντέχ. xyxy=(391,251,724,541)
byline: Π. ΚΑΡΑΒΙΑΣ xyxy=(840,1072,894,1082)
table-row xyxy=(289,979,379,987)
article-auxiliary xyxy=(391,858,634,893)
lead-body xyxy=(391,251,894,541)
table-row xyxy=(289,964,379,972)
masthead xyxy=(112,72,1494,117)
table-row xyxy=(172,1010,285,1021)
headline: Ο ΚΑΙΡΟΣ xyxy=(486,909,540,922)
table-cell: Π. Π. xyxy=(174,1033,195,1042)
article-body: Εἰς τὸ Ὑπουργεῖον Δημοσίων Ἔργων συνετάχθη σχέδιον νόμου διὰ τὴν ὀργάνωσιν τῆς ὁδοποιΐας καὶ τὴν κατασκευὴν νέων ἐθνικῶν ὁδῶν. Τὸ σχέδιον θὰ κατατεθῆ εἰς τὴν Βουλὴν. xyxy=(391,822,634,848)
economy-section xyxy=(112,896,379,1108)
headline: ΜΕΓΑΛΟΕΠΙΧΕΙΡΗΜΑΤΙΑΙ ΕΞΕΔΙΔΟΝ ΕΠΙΤΑΓΑΣ ΑΝΕΥ ΑΝΤΙΚΡΥΣΜΑΤΟΣ xyxy=(391,745,634,768)
article-world-bank xyxy=(391,555,634,616)
banks-table xyxy=(172,1046,285,1097)
table-cell: 23.000— xyxy=(201,989,231,998)
table-header: ΒΙΟΜ. ΑΞΙΑΙ xyxy=(289,945,338,964)
article-papandreou-amendment xyxy=(904,782,1193,830)
article-parliament xyxy=(904,541,1193,595)
